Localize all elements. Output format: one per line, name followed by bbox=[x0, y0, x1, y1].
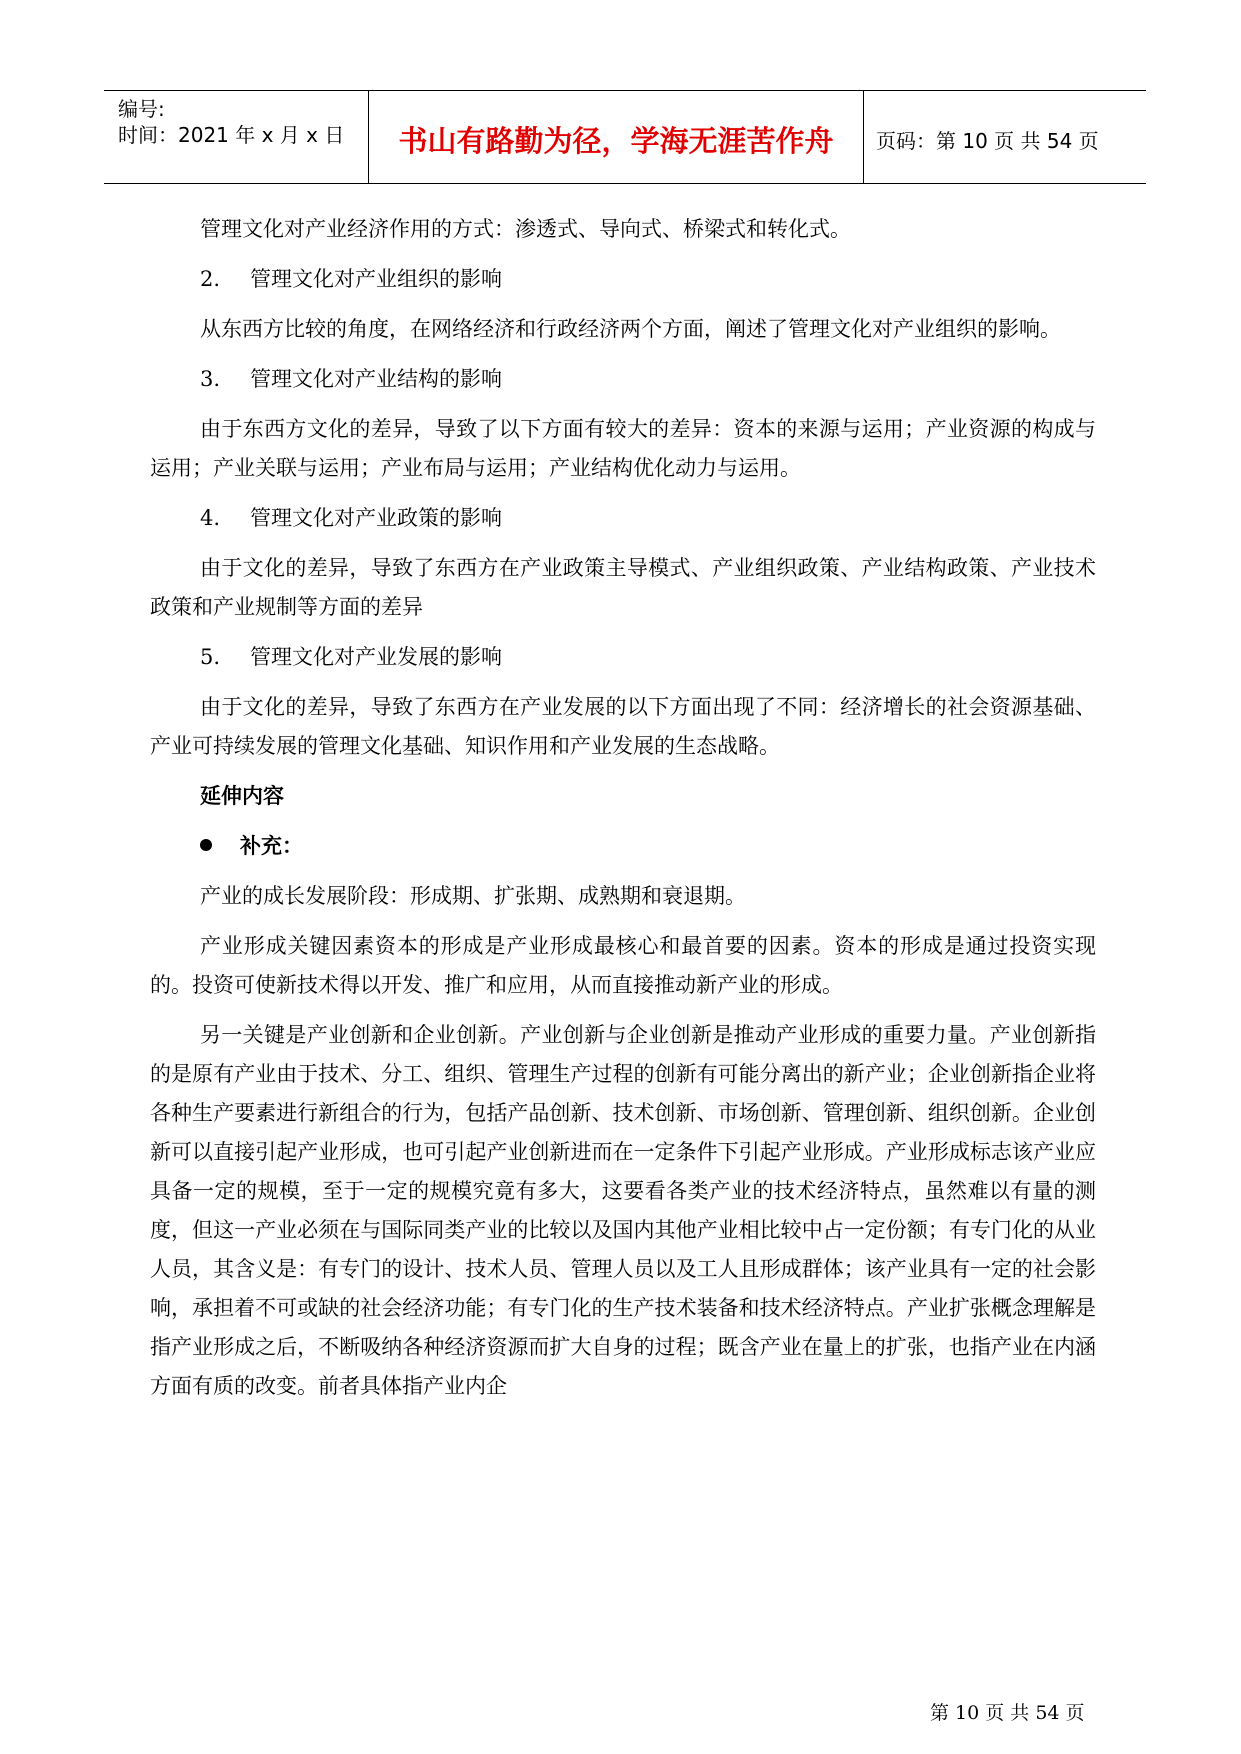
section-title: 管理文化对产业组织的影响 bbox=[250, 267, 502, 291]
paragraph-structure: 由于东西方文化的差异，导致了以下方面有较大的差异：资本的来源与运用；产业资源的构成与运用；产业关联与运用；产业布局与运用；产业结构优化动力与运用。 bbox=[150, 417, 1096, 480]
bullet-dot-icon bbox=[200, 839, 212, 851]
section-number: 4. bbox=[200, 506, 221, 530]
header-left-cell bbox=[104, 91, 368, 183]
section-number: 5. bbox=[200, 645, 221, 669]
section-heading-4 bbox=[150, 499, 1096, 538]
supplement-bullet bbox=[150, 827, 1096, 866]
paragraph-capital: 产业形成关键因素资本的形成是产业形成最核心和最首要的因素。资本的形成是通过投资实现的。投资可使新技术得以开发、推广和应用，从而直接推动新产业的形成。 bbox=[150, 934, 1096, 997]
extension-heading: 延伸内容 bbox=[200, 784, 284, 808]
paragraph-organization: 从东西方比较的角度，在网络经济和行政经济两个方面，阐述了管理文化对产业组织的影响。 bbox=[200, 317, 1061, 341]
paragraph-stages: 产业的成长发展阶段：形成期、扩张期、成熟期和衰退期。 bbox=[200, 884, 746, 908]
header-page-cell bbox=[864, 91, 1146, 183]
document-body bbox=[150, 210, 1096, 1417]
page-footer: 第 10 页 共 54 页 bbox=[930, 1702, 1085, 1724]
section-number: 2. bbox=[200, 267, 221, 291]
paragraph-modes: 管理文化对产业经济作用的方式：渗透式、导向式、桥梁式和转化式。 bbox=[200, 217, 851, 241]
motto: 书山有路勤为径，学海无涯苦作舟 bbox=[398, 124, 834, 158]
section-title: 管理文化对产业结构的影响 bbox=[250, 367, 502, 391]
section-number: 3. bbox=[200, 367, 221, 391]
paragraph-policy: 由于文化的差异，导致了东西方在产业政策主导模式、产业组织政策、产业结构政策、产业技术政策和产业规制等方面的差异 bbox=[150, 556, 1096, 619]
bullet-label: 补充： bbox=[240, 834, 303, 858]
section-title: 管理文化对产业发展的影响 bbox=[250, 645, 502, 669]
section-heading-5 bbox=[150, 638, 1096, 677]
paragraph-development: 由于文化的差异，导致了东西方在产业发展的以下方面出现了不同：经济增长的社会资源基础、产业可持续发展的管理文化基础、知识作用和产业发展的生态战略。 bbox=[150, 695, 1096, 758]
number-label: 编号: bbox=[118, 97, 165, 121]
time-label: 时间：2021 年 x 月 x 日 bbox=[118, 123, 345, 147]
section-heading-3 bbox=[150, 360, 1096, 399]
header-motto-cell bbox=[368, 91, 864, 183]
page-code: 页码：第 10 页 共 54 页 bbox=[876, 129, 1099, 153]
paragraph-innovation: 另一关键是产业创新和企业创新。产业创新与企业创新是推动产业形成的重要力量。产业创新指的是原有产业由于技术、分工、组织、管理生产过程的创新有可能分离出的新产业；企业创新指企业将各种生产要素进行新组合的行为，包括产品创新、技术创新、市场创新、管理创新、组织创新。企业创新可以直接引起产业形成，也可引起产业创新进而在一定条件下引起产业形成。产业形成标志该产业应具备一定的规模，至于一定的规模究竟有多大，这要看各类产业的技术经济特点，虽然难以有量的测度，但这一产业必须在与国际同类产业的比较以及国内其他产业相比较中占一定份额；有专门化的从业人员，其含义是：有专门的设计、技术人员、管理人员以及工人且形成群体；该产业具有一定的社会影响，承担着不可或缺的社会经济功能；有专门化的生产技术装备和技术经济特点。产业扩张概念理解是指产业形成之后，不断吸纳各种经济资源而扩大自身的过程；既含产业在量上的扩张，也指产业在内涵方面有质的改变。前者具体指产业内企 bbox=[150, 1023, 1096, 1398]
section-title: 管理文化对产业政策的影响 bbox=[250, 506, 502, 530]
header-table bbox=[104, 90, 1146, 184]
section-heading-2 bbox=[150, 260, 1096, 299]
